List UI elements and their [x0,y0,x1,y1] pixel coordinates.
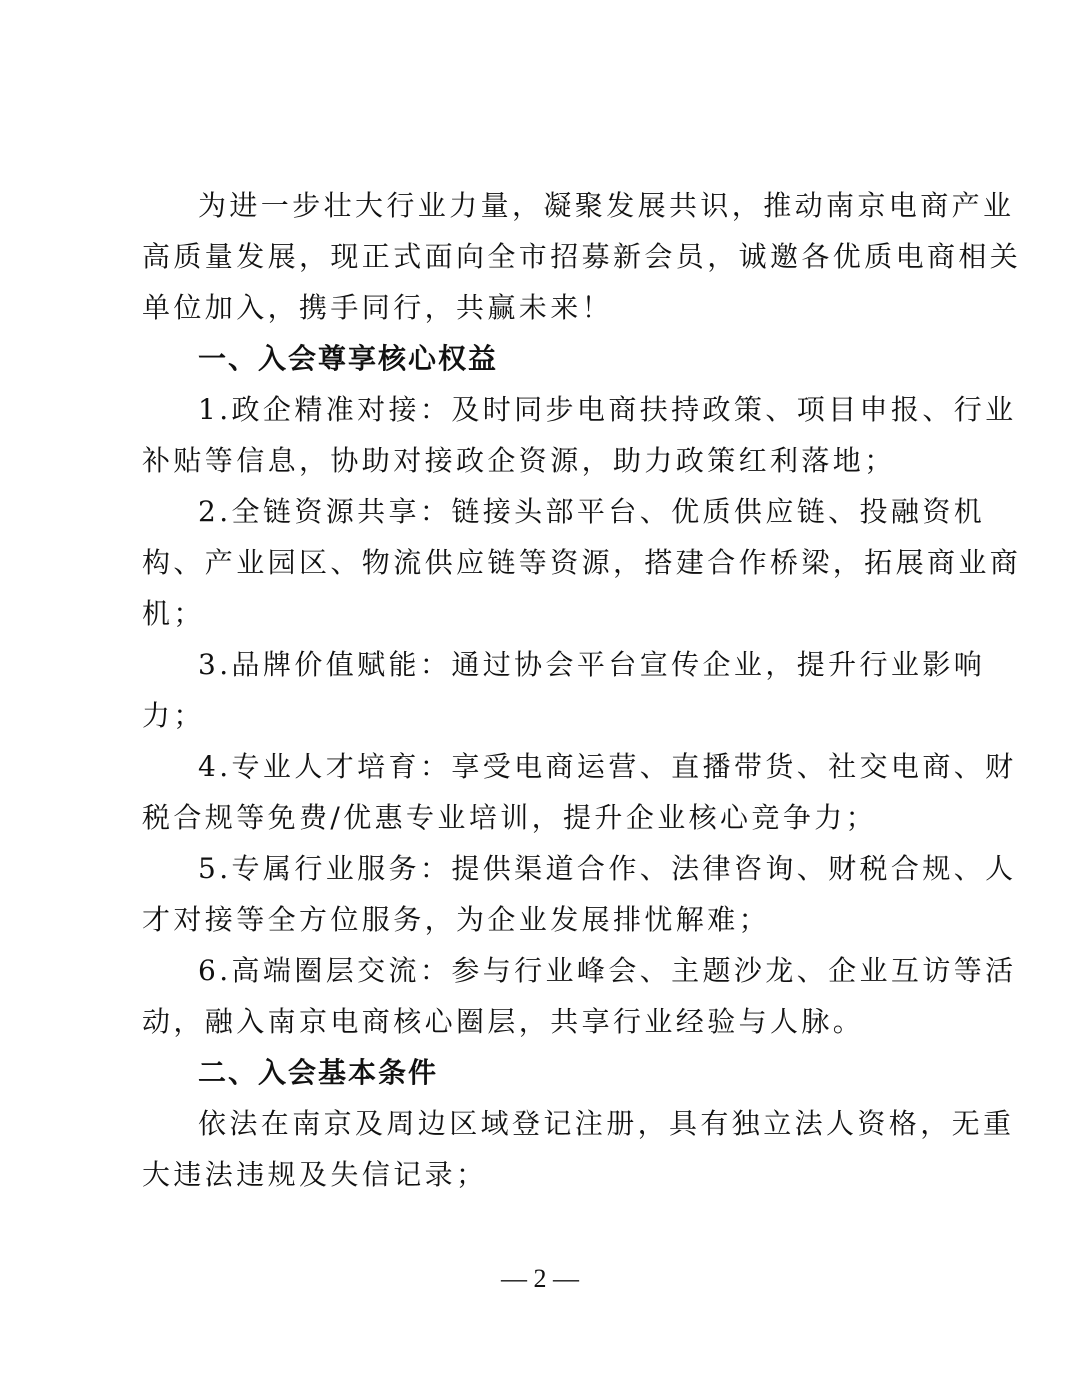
benefit-item-line: 补贴等信息，协助对接政企资源，助力政策红利落地； [142,444,896,477]
benefit-item-line: 3.品牌价值赋能：通过协会平台宣传企业，提升行业影响 [198,648,986,681]
benefit-item-line: 税合规等免费/优惠专业培训，提升企业核心竞争力； [142,801,878,834]
condition-paragraph-line: 大违法违规及失信记录； [142,1158,488,1191]
benefit-item-line: 构、产业园区、物流供应链等资源，搭建合作桥梁，拓展商业商 [142,546,1022,579]
benefit-item-line: 1.政企精准对接：及时同步电商扶持政策、项目申报、行业 [198,393,1017,426]
intro-paragraph-line: 单位加入，携手同行，共赢未来！ [142,291,614,324]
benefit-item-line: 2.全链资源共享：链接头部平台、优质供应链、投融资机 [198,495,986,528]
benefit-item-line: 力； [142,699,205,732]
benefit-item-line: 动，融入南京电商核心圈层，共享行业经验与人脉。 [142,1005,865,1038]
section-heading-conditions: 二、入会基本条件 [198,1056,439,1089]
benefit-item-line: 5.专属行业服务：提供渠道合作、法律咨询、财税合规、人 [198,852,1017,885]
condition-paragraph-line: 依法在南京及周边区域登记注册，具有独立法人资格，无重 [198,1107,1015,1140]
intro-paragraph-line: 高质量发展，现正式面向全市招募新会员，诚邀各优质电商相关 [142,240,1022,273]
page-number: — 2 — [501,1264,579,1293]
benefit-item-line: 才对接等全方位服务，为企业发展排忧解难； [142,903,771,936]
benefit-item-line: 4.专业人才培育：享受电商运营、直播带货、社交电商、财 [198,750,1017,783]
section-heading-benefits: 一、入会尊享核心权益 [198,342,499,375]
benefit-item-line: 6.高端圈层交流：参与行业峰会、主题沙龙、企业互访等活 [198,954,1017,987]
benefit-item-line: 机； [142,597,205,630]
intro-paragraph-line: 为进一步壮大行业力量，凝聚发展共识，推动南京电商产业 [198,189,1015,222]
